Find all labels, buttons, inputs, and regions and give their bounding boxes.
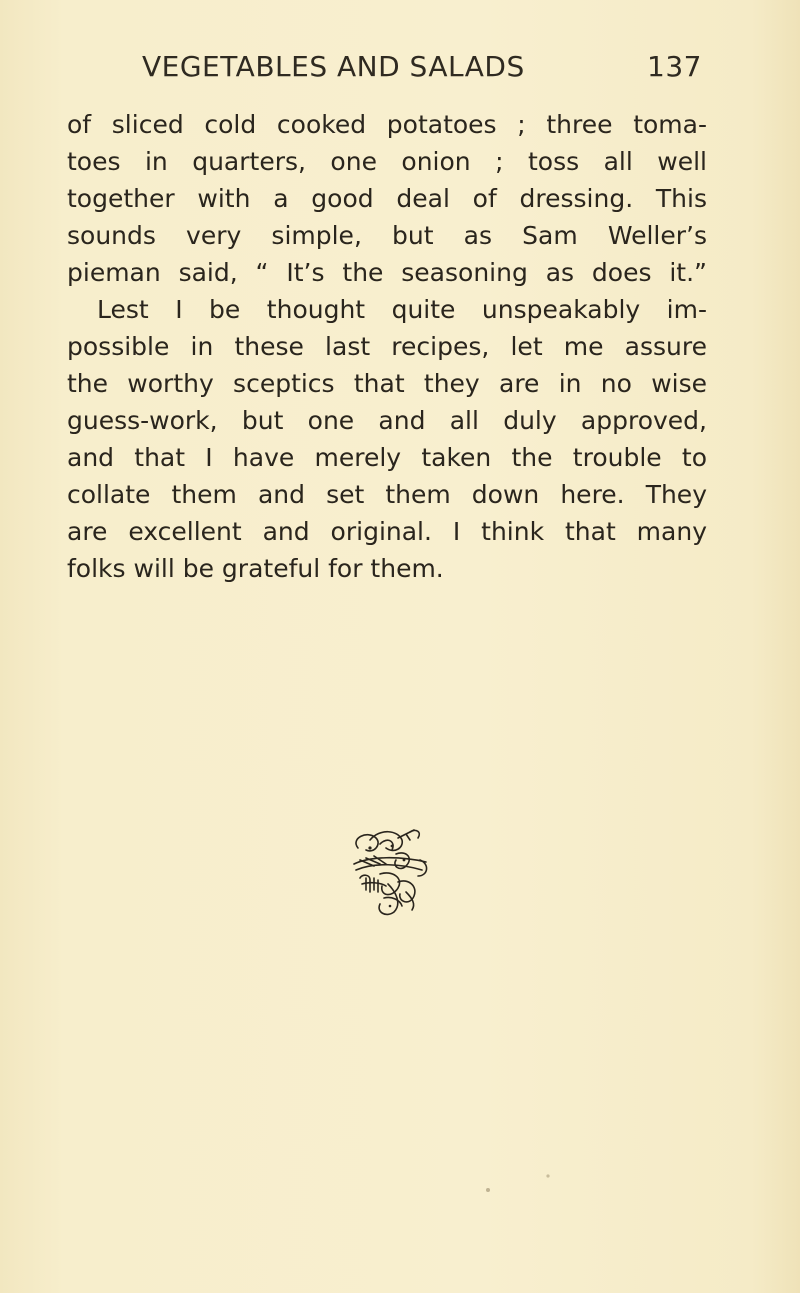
- running-head: [142, 50, 702, 94]
- body-text: [67, 106, 707, 587]
- text-line: of sliced cold cooked potatoes ; three toma-: [67, 110, 707, 139]
- text-line: are excellent and original. I think that many: [67, 517, 707, 546]
- paragraph-start-line: Lest I be thought quite unspeakably im-: [97, 295, 707, 324]
- text-line: collate them and set them down here. They: [67, 480, 707, 509]
- running-head-title: VEGETABLES AND SALADS: [142, 50, 525, 83]
- text-line: pieman said, “ It’s the seasoning as does it.”: [67, 258, 707, 287]
- text-line: and that I have merely taken the trouble to: [67, 443, 707, 472]
- text-line: guess-work, but one and all duly approved,: [67, 406, 707, 435]
- monogram-ornament-icon: [340, 826, 440, 926]
- text-line: possible in these last recipes, let me assure: [67, 332, 707, 361]
- text-line: together with a good deal of dressing. This: [67, 184, 707, 213]
- text-line: folks will be grateful for them.: [67, 554, 444, 583]
- text-line: sounds very simple, but as Sam Weller’s: [67, 221, 707, 250]
- text-line: the worthy sceptics that they are in no wise: [67, 369, 707, 398]
- text-line: toes in quarters, one onion ; toss all well: [67, 147, 707, 176]
- page-number: 137: [647, 50, 702, 83]
